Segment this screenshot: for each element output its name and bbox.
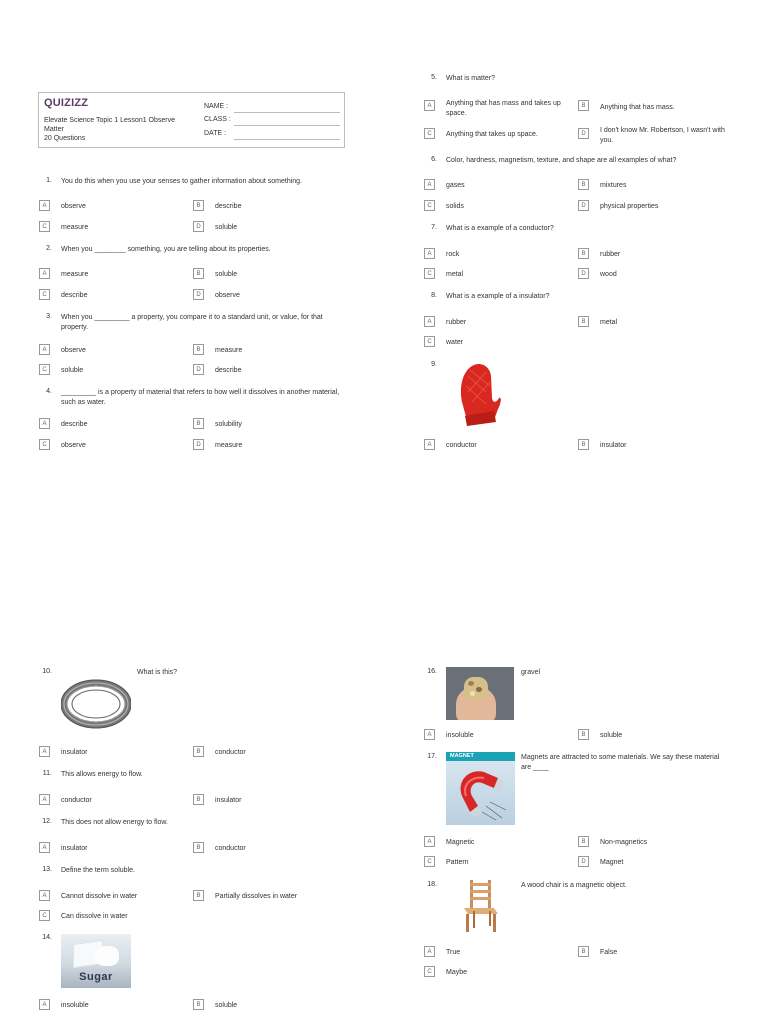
option-b[interactable]: insulator [215,797,242,804]
option-d-box[interactable]: D [578,128,589,139]
option-b-box[interactable]: B [193,746,204,757]
option-a-box[interactable]: A [424,439,435,450]
option-a-box[interactable]: A [39,200,50,211]
option-a[interactable]: Cannot dissolve in water [61,893,138,900]
question-number: 14. [42,934,52,941]
question-number: 8. [431,292,437,299]
option-c-box[interactable]: C [39,364,50,375]
option-c[interactable]: solids [446,203,464,210]
question-number: 10. [42,668,52,675]
question-text: What is matter? [446,75,496,82]
question-text: This does not allow energy to flow. [61,819,169,826]
date-field[interactable] [234,138,340,140]
name-field[interactable] [234,111,340,113]
option-b[interactable]: describe [215,203,242,210]
option-b[interactable]: soluble [215,1002,238,1009]
option-a-box[interactable]: A [39,344,50,355]
question-number: 17. [427,753,437,760]
horseshoe-magnet-icon [452,766,510,822]
option-a-box[interactable]: A [39,794,50,805]
option-b[interactable]: metal [600,319,618,326]
option-a-box[interactable]: A [39,268,50,279]
question-number: 7. [431,224,437,231]
option-a[interactable]: Anything that has mass and takes up space. [446,100,561,117]
date-label: DATE : [204,130,227,137]
option-b-box[interactable]: B [578,946,589,957]
option-a-box[interactable]: A [39,418,50,429]
option-b-box[interactable]: B [193,268,204,279]
magnet-image [446,752,515,825]
class-label: CLASS : [204,116,231,123]
option-a-box[interactable]: A [424,946,435,957]
option-b[interactable]: Anything that has mass. [600,104,675,111]
option-a-box[interactable]: A [39,746,50,757]
option-b-box[interactable]: B [193,200,204,211]
class-field[interactable] [234,124,340,126]
option-c-box[interactable]: C [39,910,50,921]
question-number: 3. [46,313,52,320]
option-d[interactable]: measure [215,442,243,449]
magnet-label: MAGNET [450,753,474,759]
option-b[interactable]: Partially dissolves in water [215,893,298,900]
option-b-box[interactable]: B [193,999,204,1010]
question-number: 18. [427,881,437,888]
question-text: This allows energy to flow. [61,771,143,778]
option-d-box[interactable]: D [193,221,204,232]
option-c[interactable]: soluble [61,367,84,374]
question-number: 13. [42,866,52,873]
option-a-box[interactable]: A [424,179,435,190]
option-b[interactable]: insulator [600,442,627,449]
option-a[interactable]: describe [61,421,88,428]
option-a[interactable]: insulator [61,749,88,756]
question-text: What is a example of a conductor? [446,225,554,232]
quizizz-logo: QUIZIZZ [44,97,89,109]
option-c-box[interactable]: C [39,439,50,450]
option-b-box[interactable]: B [578,248,589,259]
question-number: 4. [46,388,52,395]
option-b[interactable]: Non-magnetics [600,839,648,846]
option-d-box[interactable]: D [578,200,589,211]
option-c[interactable]: measure [61,224,89,231]
sugar-image [61,934,131,988]
question-number: 12. [42,818,52,825]
option-c[interactable]: water [446,339,464,346]
question-text: What is a example of a insulator? [446,293,550,300]
gravel-image [446,667,514,720]
option-a-box[interactable]: A [424,100,435,111]
option-a[interactable]: observe [61,347,86,354]
question-text: A wood chair is a magnetic object. [521,882,627,889]
option-d[interactable]: Magnet [600,859,624,866]
option-b-box[interactable]: B [193,794,204,805]
option-a[interactable]: insulator [61,845,88,852]
option-a[interactable]: gases [446,182,465,189]
name-label: NAME : [204,103,229,110]
option-a-box[interactable]: A [39,890,50,901]
option-b-box[interactable]: B [578,439,589,450]
question-number: 11. [42,770,52,777]
option-a-box[interactable]: A [39,842,50,853]
option-c[interactable]: Pattern [446,859,469,866]
question-text: Magnets are attracted to some materials. We say these material are ____ [521,754,720,771]
question-number: 9. [431,361,437,368]
option-d-box[interactable]: D [578,268,589,279]
option-b-box[interactable]: B [578,100,589,111]
option-a[interactable]: conductor [446,442,477,449]
option-a[interactable]: True [446,949,461,956]
question-text: _________ is a property of material that refers to how well it dissolves in another material, such as water. [61,389,340,406]
option-a-box[interactable]: A [424,316,435,327]
option-b-box[interactable]: B [193,344,204,355]
question-text: When you ________ something, you are telling about its properties. [61,246,271,253]
option-a[interactable]: insoluble [61,1002,89,1009]
question-number: 5. [431,74,437,81]
option-c-box[interactable]: C [424,856,435,867]
option-a[interactable]: Magnetic [446,839,475,846]
question-text: gravel [521,669,541,676]
option-d-box[interactable]: D [193,364,204,375]
option-b[interactable]: solubility [215,421,242,428]
option-d-box[interactable]: D [578,856,589,867]
option-c[interactable]: describe [61,292,88,299]
option-a-box[interactable]: A [39,999,50,1010]
option-b-box[interactable]: B [578,316,589,327]
option-a-box[interactable]: A [424,248,435,259]
sugar-label: Sugar [79,971,113,983]
question-number: 6. [431,156,437,163]
question-text: You do this when you use your senses to gather information about something. [61,178,303,185]
option-c-box[interactable]: C [424,966,435,977]
option-d[interactable]: I don't know Mr. Robertson, I wasn't with you. [600,127,725,144]
option-b[interactable]: conductor [215,845,246,852]
option-c-box[interactable]: C [424,200,435,211]
question-number: 16. [427,668,437,675]
option-d[interactable]: wood [600,271,617,278]
option-b[interactable]: soluble [600,732,623,739]
option-b-box[interactable]: B [193,890,204,901]
oven-mitt-image [456,362,502,428]
option-d[interactable]: describe [215,367,242,374]
option-c-box[interactable]: C [424,336,435,347]
option-b[interactable]: soluble [215,271,238,278]
option-b-box[interactable]: B [193,418,204,429]
option-c[interactable]: observe [61,442,86,449]
question-text: What is this? [137,669,178,676]
option-c-box[interactable]: C [39,221,50,232]
question-count: 20 Questions [44,135,86,142]
option-d[interactable]: soluble [215,224,238,231]
option-b-box[interactable]: B [578,729,589,740]
option-a[interactable]: observe [61,203,86,210]
option-a[interactable]: measure [61,271,89,278]
option-c[interactable]: Can dissolve in water [61,913,128,920]
option-d-box[interactable]: D [193,289,204,300]
option-b[interactable]: rubber [600,251,621,258]
option-b[interactable]: False [600,949,618,956]
option-a[interactable]: rubber [446,319,467,326]
option-c-box[interactable]: C [424,128,435,139]
option-d-box[interactable]: D [193,439,204,450]
wood-chair-image [460,878,500,934]
option-a-box[interactable]: A [424,729,435,740]
question-text: When you _________ a property, you compare it to a standard unit, or value, for that property. [61,314,323,331]
option-c[interactable]: Maybe [446,969,468,976]
option-a[interactable]: conductor [61,797,92,804]
option-a[interactable]: insoluble [446,732,474,739]
wire-coil-image [61,678,131,730]
option-b[interactable]: conductor [215,749,246,756]
option-d[interactable]: observe [215,292,240,299]
worksheet-title: Elevate Science Topic 1 Lesson1 Observe Matter [44,117,176,133]
question-text: Define the term soluble. [61,867,135,874]
option-b[interactable]: measure [215,347,243,354]
option-a[interactable]: rock [446,251,460,258]
option-c-box[interactable]: C [39,289,50,300]
option-c-box[interactable]: C [424,268,435,279]
option-a-box[interactable]: A [424,836,435,847]
option-b[interactable]: mixtures [600,182,627,189]
question-number: 1. [46,177,52,184]
question-text: Color, hardness, magnetism, texture, and shape are all examples of what? [446,157,677,164]
worksheet-header [38,92,345,148]
option-b-box[interactable]: B [193,842,204,853]
question-number: 2. [46,245,52,252]
option-c[interactable]: Anything that takes up space. [446,131,538,138]
option-c[interactable]: metal [446,271,464,278]
option-d[interactable]: physical properties [600,203,659,210]
option-b-box[interactable]: B [578,836,589,847]
option-b-box[interactable]: B [578,179,589,190]
